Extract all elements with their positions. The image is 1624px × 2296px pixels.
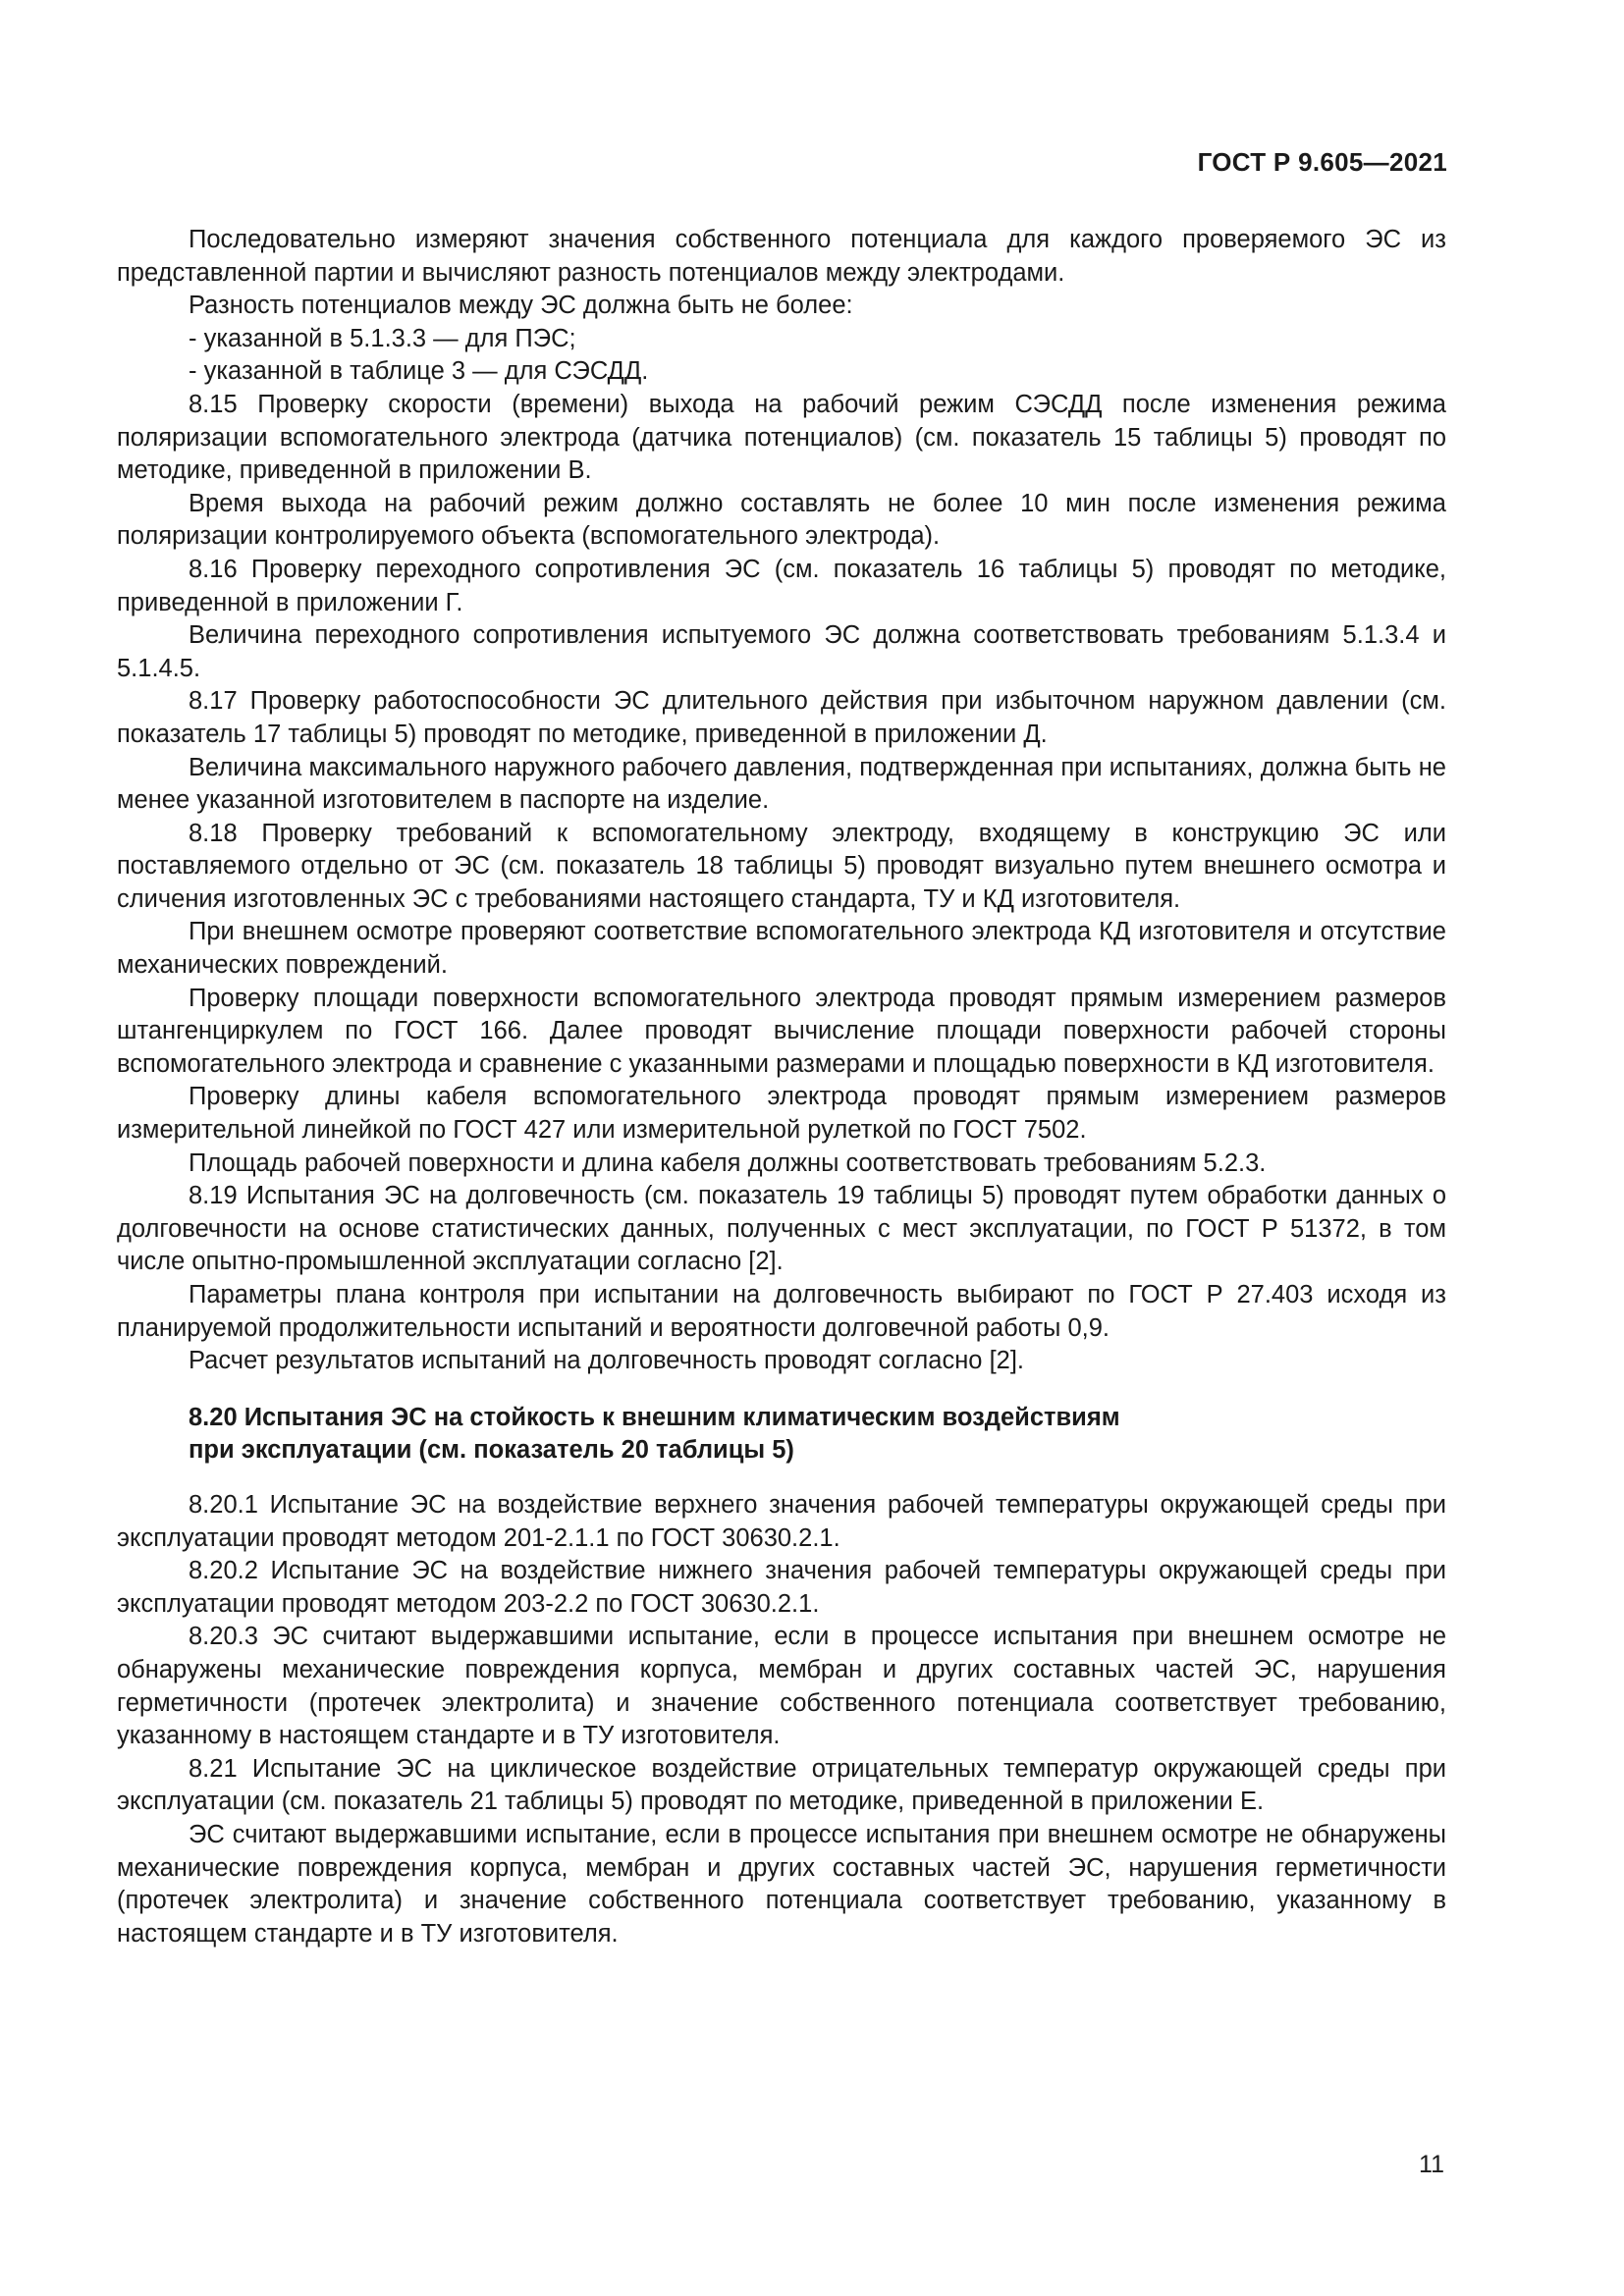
list-item: - указанной в таблице 3 — для СЭСДД.	[189, 357, 649, 386]
paragraph: 8.18 Проверку требований к вспомогательному электроду, входящему в конструкцию ЭС или поставляемого отдельно от ЭС (см. показатель 18 таблицы 5) проводят визуально путем внешнего осмотра и сличения изготовленных ЭС с требованиями настоящего стандарта, ТУ и КД изготовителя.	[117, 819, 1446, 913]
paragraph: 8.20.3 ЭС считают выдержавшими испытание, если в процессе испытания при внешнем осмотре не обнаружены механические повреждения корпуса, мембран и других составных частей ЭС, нарушения герметичности (протечек электролита) и значение собственного потенциала соответствует требованию, указанному в настоящем стандарте и в ТУ изготовителя.	[117, 1623, 1446, 1750]
paragraph: 8.20.2 Испытание ЭС на воздействие нижнего значения рабочей температуры окружающей среды при эксплуатации проводят методом 203-2.2 по ГОСТ 30630.2.1.	[117, 1557, 1446, 1618]
paragraph: 8.19 Испытания ЭС на долговечность (см. показатель 19 таблицы 5) проводят путем обработки данных о долговечности на основе статистических данных, полученных с мест эксплуатации, по ГОСТ Р 51372, в том числе опытно-промышленной эксплуатации согласно [2].	[117, 1182, 1446, 1276]
section-heading-line: при эксплуатации (см. показатель 20 таблицы 5)	[189, 1436, 794, 1465]
paragraph: Разность потенциалов между ЭС должна быть не более:	[189, 292, 853, 320]
paragraph: 8.17 Проверку работоспособности ЭС длительного действия при избыточном наружном давлении (см. показатель 17 таблицы 5) проводят по методике, приведенной в приложении Д.	[117, 687, 1446, 748]
paragraph: Величина максимального наружного рабочего давления, подтвержденная при испытаниях, должна быть не менее указанной изготовителем в паспорте на изделие.	[117, 753, 1446, 815]
document-header: ГОСТ Р 9.605—2021	[1197, 147, 1447, 177]
paragraph: Величина переходного сопротивления испытуемого ЭС должна соответствовать требованиям 5.1.3.4 и 5.1.4.5.	[117, 621, 1446, 682]
paragraph: Последовательно измеряют значения собственного потенциала для каждого проверяемого ЭС из представленной партии и вычисляют разность потенциалов между электродами.	[117, 226, 1446, 287]
paragraph: 8.21 Испытание ЭС на циклическое воздействие отрицательных температур окружающей среды при эксплуатации (см. показатель 21 таблицы 5) проводят по методике, приведенной в приложении Е.	[117, 1754, 1446, 1816]
paragraph: 8.16 Проверку переходного сопротивления ЭС (см. показатель 16 таблицы 5) проводят по методике, приведенной в приложении Г.	[117, 555, 1446, 616]
paragraph: 8.15 Проверку скорости (времени) выхода на рабочий режим СЭСДД после изменения режима поляризации вспомогательного электрода (датчика потенциалов) (см. показатель 15 таблицы 5) проводят по методике, приведенной в приложении В.	[117, 390, 1446, 485]
section-heading	[117, 1402, 1446, 1468]
paragraph: При внешнем осмотре проверяют соответствие вспомогательного электрода КД изготовителя и отсутствие механических повреждений.	[117, 918, 1446, 980]
paragraph: 8.20.1 Испытание ЭС на воздействие верхнего значения рабочей температуры окружающей среды при эксплуатации проводят методом 201-2.1.1 по ГОСТ 30630.2.1.	[117, 1490, 1446, 1552]
paragraph: Площадь рабочей поверхности и длина кабеля должны соответствовать требованиям 5.2.3.	[189, 1148, 1267, 1177]
page-number: 11	[1419, 2151, 1444, 2178]
paragraph: Расчет результатов испытаний на долговечность проводят согласно [2].	[189, 1347, 1025, 1375]
document-body	[117, 224, 1446, 1950]
paragraph: Время выхода на рабочий режим должно составлять не более 10 мин после изменения режима поляризации контролируемого объекта (вспомогательного электрода).	[117, 489, 1446, 551]
list-item: - указанной в 5.1.3.3 — для ПЭС;	[189, 324, 576, 352]
paragraph: Параметры плана контроля при испытании на долговечность выбирают по ГОСТ Р 27.403 исходя из планируемой продолжительности испытаний и вероятности долговечной работы 0,9.	[117, 1281, 1446, 1342]
section-heading-line: 8.20 Испытания ЭС на стойкость к внешним климатическим воздействиям	[189, 1403, 1120, 1431]
paragraph: Проверку площади поверхности вспомогательного электрода проводят прямым измерением размеров штангенциркулем по ГОСТ 166. Далее проводят вычисление площади поверхности рабочей стороны вспомогательного электрода и сравнение с указанными размерами и площадью поверхности в КД изготовителя.	[117, 984, 1446, 1078]
paragraph: ЭС считают выдержавшими испытание, если в процессе испытания при внешнем осмотре не обнаружены механические повреждения корпуса, мембран и других составных частей ЭС, нарушения герметичности (протечек электролита) и значение собственного потенциала соответствует требованию, указанному в настоящем стандарте и в ТУ изготовителя.	[117, 1820, 1446, 1948]
paragraph: Проверку длины кабеля вспомогательного электрода проводят прямым измерением размеров измерительной линейкой по ГОСТ 427 или измерительной рулеткой по ГОСТ 7502.	[117, 1083, 1446, 1145]
